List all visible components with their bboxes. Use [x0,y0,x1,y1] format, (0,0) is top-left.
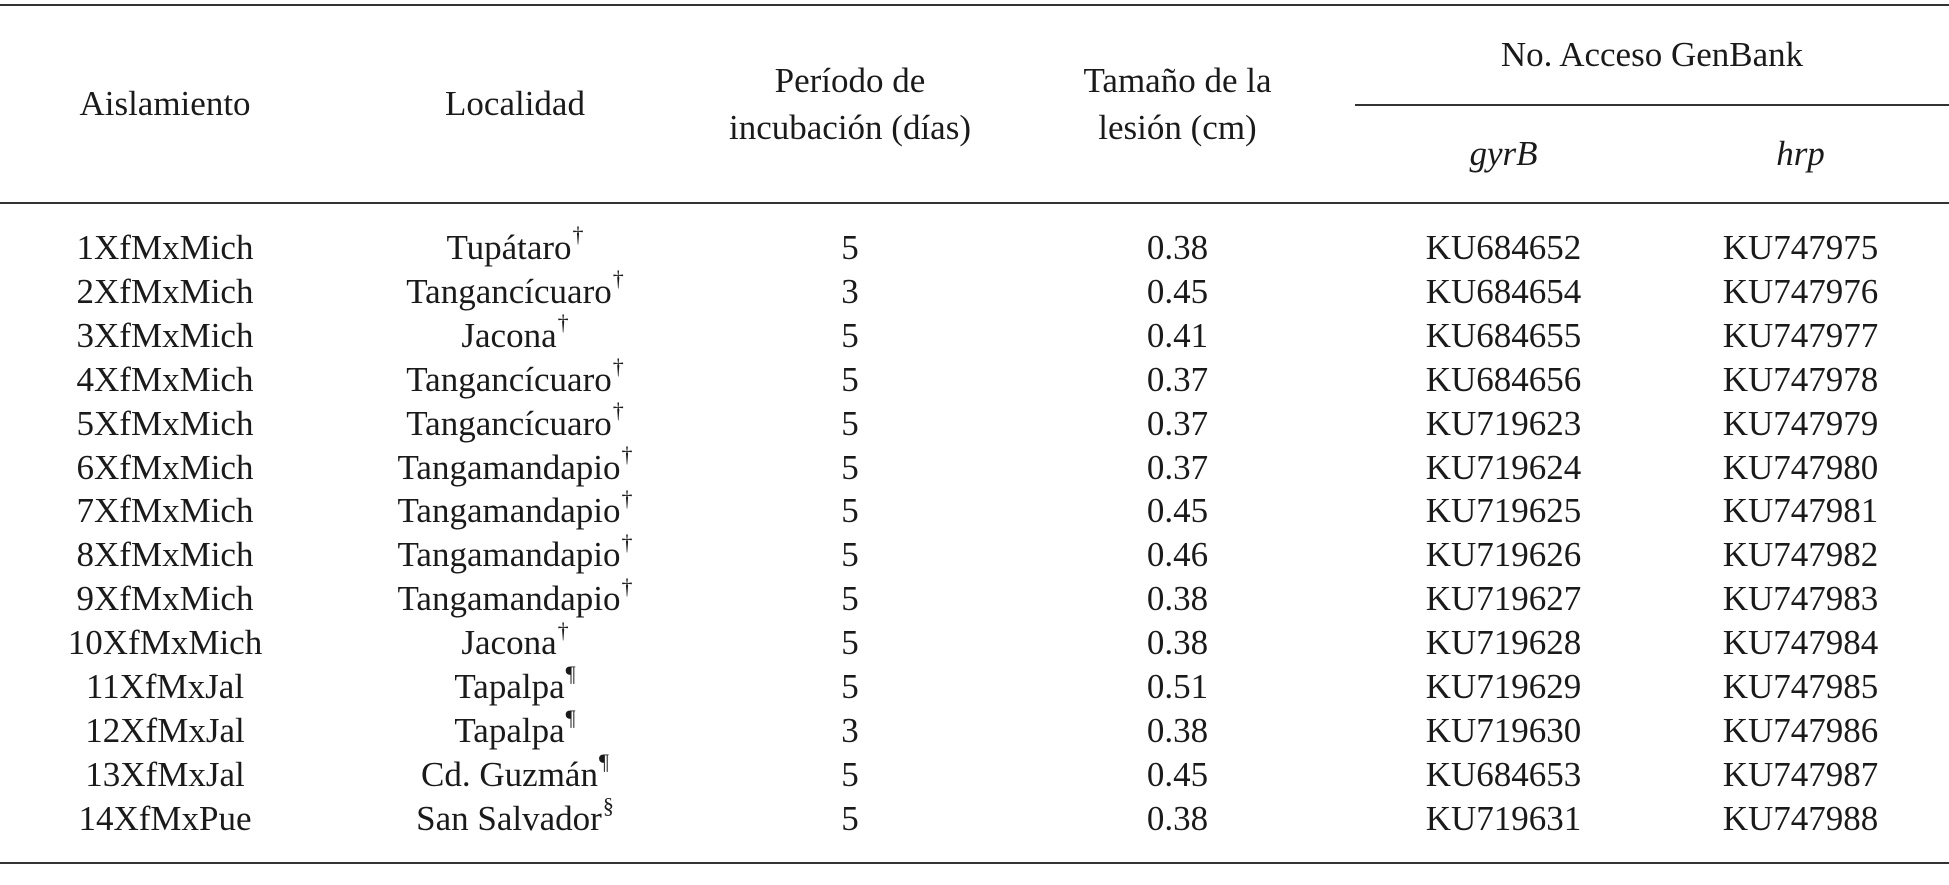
cell-periodo: 5 [841,228,859,267]
cell-periodo: 5 [841,754,859,794]
cell-tamano: 0.45 [1146,754,1209,794]
cell-hrp: KU747979 [1722,403,1879,443]
cell-aislamiento: 12XfMxJal [85,710,245,750]
col-header-tamano-line2: lesión (cm) [1098,108,1257,147]
cell-aislamiento: 4XfMxMich [76,359,254,399]
localidad-text: Cd. Guzmán [421,754,598,794]
cell-gyrb: KU719626 [1425,535,1582,575]
cell-tamano: 0.38 [1146,228,1209,267]
table-row [0,753,1949,797]
cell-hrp: KU747985 [1722,667,1879,707]
footnote-mark: † [621,573,633,599]
localidad-text: Tapalpa [454,667,565,707]
cell-aislamiento: 11XfMxJal [85,667,245,707]
localidad-text: San Salvador [416,798,602,838]
table-row [0,489,1949,533]
cell-hrp: KU747975 [1722,228,1879,267]
footnote-mark: † [557,617,569,643]
cell-gyrb: KU684652 [1425,228,1582,267]
cell-localidad [330,354,700,402]
table-row [0,533,1949,577]
cell-aislamiento: 1XfMxMich [76,228,254,267]
cell-localidad [330,529,700,577]
table-row [0,446,1949,490]
table-row [0,402,1949,446]
cell-localidad [330,397,700,446]
table-row [0,577,1949,621]
col-header-localidad: Localidad [330,5,700,203]
localidad-text: Tapalpa [454,710,565,750]
cell-gyrb: KU719628 [1425,623,1582,663]
cell-gyrb: KU719629 [1425,667,1582,707]
cell-aislamiento: 7XfMxMich [76,491,254,531]
cell-localidad [330,661,700,709]
cell-tamano: 0.41 [1146,315,1209,355]
cell-aislamiento: 10XfMxMich [67,623,263,663]
cell-tamano: 0.46 [1146,535,1209,575]
col-header-hrp: hrp [1652,105,1949,203]
localidad-text: Tangancícuaro [406,403,612,443]
table-row [0,270,1949,314]
cell-periodo: 5 [841,579,859,619]
footnote-mark: † [612,397,624,423]
header-row [0,5,1949,105]
col-header-periodo-line2: incubación (días) [729,108,971,147]
cell-localidad [330,617,700,665]
localidad-text: Tupátaro [446,228,572,267]
cell-hrp: KU747978 [1722,359,1879,399]
footnote-mark: † [612,354,624,380]
cell-aislamiento: 9XfMxMich [76,579,254,619]
footnote-mark: ¶ [565,661,576,687]
cell-aislamiento: 13XfMxJal [85,754,245,794]
localidad-text: Jacona [461,623,557,663]
col-header-tamano-line1: Tamaño de la [1083,61,1272,100]
cell-tamano: 0.38 [1146,710,1209,750]
cell-localidad [330,441,700,490]
cell-hrp: KU747977 [1722,315,1879,355]
cell-tamano: 0.37 [1146,447,1209,487]
cell-periodo: 5 [841,667,859,707]
cell-periodo: 5 [841,535,859,575]
cell-hrp: KU747982 [1722,535,1879,575]
cell-gyrb: KU719627 [1425,579,1582,619]
cell-localidad [330,222,700,270]
cell-gyrb: KU684653 [1425,754,1582,794]
cell-hrp: KU747987 [1722,754,1879,794]
cell-hrp: KU747980 [1722,447,1879,487]
table-row [0,665,1949,709]
cell-hrp: KU747984 [1722,623,1879,663]
cell-gyrb: KU719625 [1425,491,1582,531]
footnote-mark: † [612,266,624,292]
footnote-mark: ¶ [565,705,576,731]
cell-tamano: 0.38 [1146,579,1209,619]
footnote-mark: † [621,485,633,511]
localidad-text: Tangancícuaro [406,359,612,399]
localidad-text: Tangamandapio [397,535,621,575]
cell-gyrb: KU684654 [1425,271,1582,311]
cell-tamano: 0.38 [1146,798,1209,838]
cell-gyrb: KU684656 [1425,359,1582,399]
table-row [0,709,1949,753]
cell-localidad [330,485,700,533]
cell-gyrb: KU719624 [1425,447,1582,487]
table-row [0,621,1949,665]
cell-aislamiento: 5XfMxMich [76,403,254,443]
cell-tamano: 0.37 [1146,359,1209,399]
cell-periodo: 3 [841,710,859,750]
localidad-text: Tangamandapio [397,447,621,487]
cell-localidad [330,310,700,358]
end-spacer-row [0,841,1949,863]
col-header-tamano [1000,5,1355,203]
footnote-mark: § [602,793,614,819]
cell-hrp: KU747986 [1722,710,1879,750]
cell-aislamiento: 8XfMxMich [76,535,254,575]
cell-aislamiento: 3XfMxMich [76,315,254,355]
cell-periodo: 5 [841,491,859,531]
localidad-text: Tangancícuaro [406,271,612,311]
footnote-mark: † [621,441,633,467]
cell-periodo: 5 [841,359,859,399]
cell-localidad [330,266,700,314]
table-row [0,358,1949,402]
cell-hrp: KU747976 [1722,271,1879,311]
table-row [0,797,1949,841]
cell-periodo: 5 [841,623,859,663]
localidad-text: Tangamandapio [397,491,621,531]
table-body [0,203,1949,863]
cell-tamano: 0.38 [1146,623,1209,663]
cell-periodo: 5 [841,447,859,487]
table-header [0,5,1949,203]
cell-localidad [330,749,700,797]
cell-hrp: KU747981 [1722,491,1879,531]
footnote-mark: † [557,310,569,336]
col-header-gyrb: gyrB [1355,105,1652,203]
footnote-mark: † [621,529,633,555]
cell-periodo: 5 [841,798,859,838]
cell-aislamiento: 14XfMxPue [78,798,252,838]
localidad-text: Tangamandapio [397,579,621,619]
cell-gyrb: KU719623 [1425,403,1582,443]
cell-tamano: 0.45 [1146,491,1209,531]
cell-gyrb: KU719630 [1425,710,1582,750]
col-header-periodo [700,5,1000,203]
footnote-mark: † [572,222,584,248]
cell-hrp: KU747988 [1722,798,1879,838]
localidad-text: Jacona [461,315,557,355]
cell-periodo: 5 [841,315,859,355]
cell-periodo: 5 [841,403,859,443]
spacer-row [0,203,1949,226]
cell-hrp: KU747983 [1722,579,1879,619]
col-header-aislamiento: Aislamiento [0,5,330,203]
footnote-mark: ¶ [598,749,609,775]
cell-tamano: 0.45 [1146,271,1209,311]
cell-localidad [330,705,700,753]
col-group-header-genbank: No. Acceso GenBank [1355,5,1949,105]
col-header-periodo-line1: Período de [774,61,926,100]
cell-tamano: 0.37 [1146,403,1209,443]
cell-tamano: 0.51 [1146,667,1209,707]
isolates-table [0,4,1949,864]
cell-aislamiento: 6XfMxMich [76,447,254,487]
cell-aislamiento: 2XfMxMich [76,271,254,311]
table-row [0,226,1949,270]
cell-gyrb: KU684655 [1425,315,1582,355]
table-row [0,314,1949,358]
cell-periodo: 3 [841,271,859,311]
cell-localidad [330,793,700,841]
cell-gyrb: KU719631 [1425,798,1582,838]
cell-localidad [330,573,700,621]
